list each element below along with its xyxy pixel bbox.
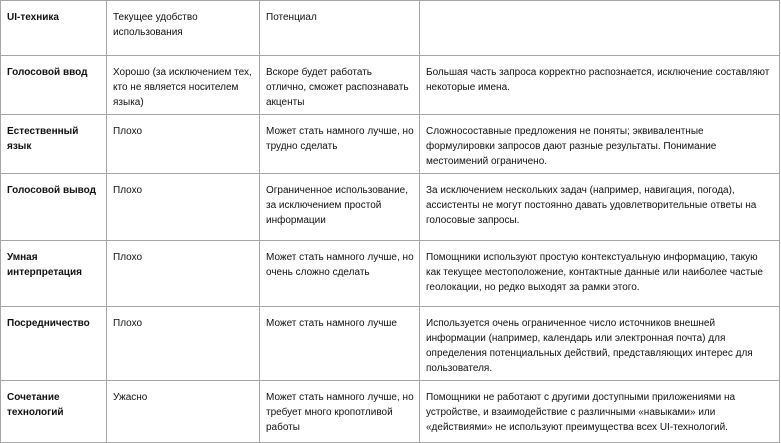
table-row <box>1 381 780 443</box>
cell-comment: Используется очень ограниченное число источников внешней информации (например, календарь или электронная почта) для определения потенциальных действий, представляющих интерес для пользователя. <box>420 307 780 381</box>
cell-potential: Может стать намного лучше, но трудно сделать <box>260 115 420 174</box>
cell-technique: Сочетание технологий <box>1 381 107 443</box>
cell-comment: Большая часть запроса корректно распознается, исключение составляют некоторые имена. <box>420 56 780 115</box>
cell-comment: Помощники используют простую контекстуальную информацию, такую как текущее местоположение, контактные данные или наиболее частые геолокации, но редко выходят за рамки этого. <box>420 241 780 307</box>
cell-potential: Вскоре будет работать отлично, сможет распознавать акценты <box>260 56 420 115</box>
table-row <box>1 241 780 307</box>
header-technique: UI-техника <box>1 1 107 56</box>
cell-comment: За исключением нескольких задач (например, навигация, погода), ассистенты не могут постоянно давать удовлетворительные ответы на голосовые запросы. <box>420 174 780 241</box>
table-row <box>1 56 780 115</box>
cell-potential: Может стать намного лучше, но очень сложно сделать <box>260 241 420 307</box>
cell-usability: Хорошо (за исключением тех, кто не является носителем языка) <box>107 56 260 115</box>
cell-usability: Плохо <box>107 115 260 174</box>
table-row <box>1 307 780 381</box>
cell-technique: Голосовой ввод <box>1 56 107 115</box>
table-row <box>1 115 780 174</box>
cell-technique: Умная интерпретация <box>1 241 107 307</box>
cell-technique: Посредничество <box>1 307 107 381</box>
cell-usability: Ужасно <box>107 381 260 443</box>
cell-technique: Естественный язык <box>1 115 107 174</box>
cell-technique: Голосовой вывод <box>1 174 107 241</box>
table-header-row <box>1 1 780 56</box>
header-potential: Потенциал <box>260 1 420 56</box>
cell-comment: Помощники не работают с другими доступными приложениями на устройстве, и взаимодействие с различными «навыками» или «действиями» не используют преимущества всех UI-технологий. <box>420 381 780 443</box>
cell-potential: Может стать намного лучше <box>260 307 420 381</box>
cell-comment: Сложносоставные предложения не поняты; эквивалентные формулировки запросов дают разные результаты. Понимание местоимений ограничено. <box>420 115 780 174</box>
table-row <box>1 174 780 241</box>
cell-potential: Может стать намного лучше, но требует много кропотливой работы <box>260 381 420 443</box>
header-comment <box>420 1 780 56</box>
header-usability: Текущее удобство использования <box>107 1 260 56</box>
cell-usability: Плохо <box>107 174 260 241</box>
cell-potential: Ограниченное использование, за исключением простой информации <box>260 174 420 241</box>
cell-usability: Плохо <box>107 241 260 307</box>
cell-usability: Плохо <box>107 307 260 381</box>
